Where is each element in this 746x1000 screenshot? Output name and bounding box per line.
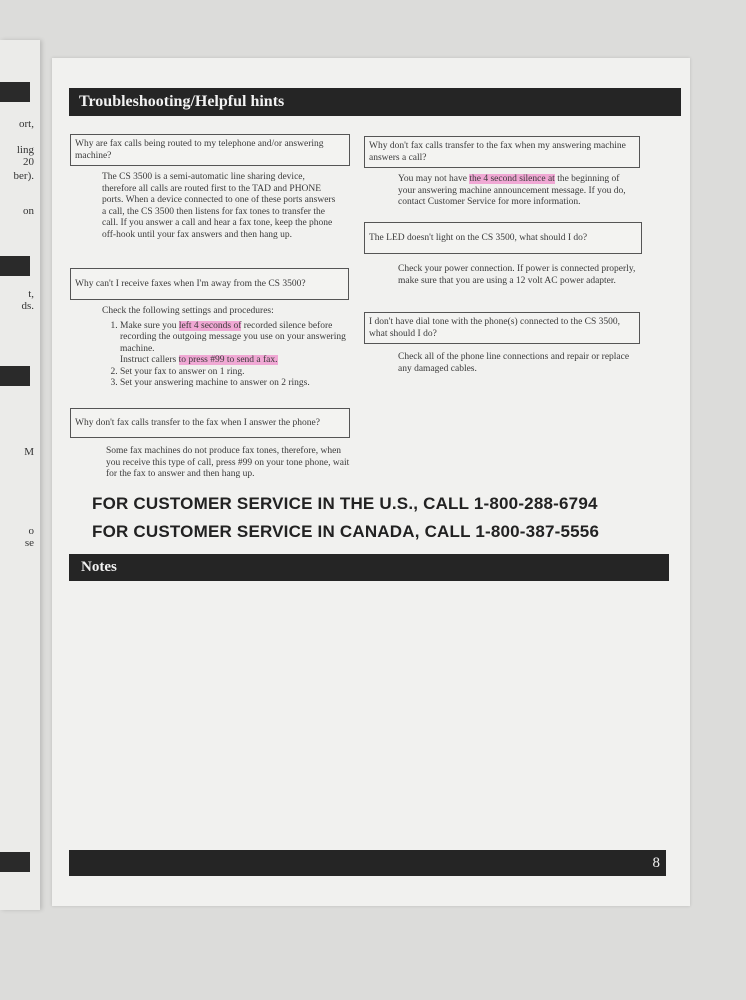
faq-question: I don't have dial tone with the phone(s) connected to the CS 3500, what should I do? — [364, 312, 640, 344]
customer-service-us: FOR CUSTOMER SERVICE IN THE U.S., CALL 1-800-288-6794 — [92, 494, 598, 513]
faq-question: Why don't fax calls transfer to the fax when I answer the phone? — [70, 408, 350, 438]
customer-service-canada: FOR CUSTOMER SERVICE IN CANADA, CALL 1-800-387-5556 — [92, 522, 600, 541]
faq-question: The LED doesn't light on the CS 3500, what should I do? — [364, 222, 642, 254]
faq-answer: Check all of the phone line connections and repair or replace any damaged cables. — [398, 352, 630, 374]
section-bar — [0, 82, 30, 102]
adjacent-page — [0, 40, 40, 910]
text-fragment: 20 — [23, 156, 34, 168]
manual-page — [52, 58, 690, 906]
notes-header: Notes — [69, 554, 669, 581]
faq-answer: The CS 3500 is a semi-automatic line sharing device, therefore all calls are routed first to the TAD and PHONE ports. When a device connected to one of these ports answers a call, the CS 3500 then listens for fax tones to transfer the call. If you answer a call and hear a fax tone, keep the phone off-hook until your fax answers and then hang up. — [102, 172, 336, 240]
text-fragment: on — [23, 205, 34, 217]
step: 1. Make sure you left 4 seconds of recorded silence before recording the outgoing message you use on your answering machine. Instruct callers to press #99 to send a fax. — [120, 321, 352, 367]
section-bar — [0, 366, 30, 386]
page-number: 8 — [652, 855, 660, 871]
answer-intro: Check the following settings and procedures: — [102, 306, 274, 316]
text-fragment: o — [28, 525, 34, 537]
faq-answer: Some fax machines do not produce fax tones, therefore, when you receive this type of call, press #99 on your tone phone, wait for the fax to answer and then hang up. — [106, 446, 350, 479]
faq-question: Why can't I receive faxes when I'm away from the CS 3500? — [70, 268, 349, 300]
faq-answer: You may not have the 4 second silence at the beginning of your answering machine announcement message. If you do, contact Customer Service for more information. — [398, 174, 626, 207]
page-footer-bar — [69, 850, 666, 876]
text-fragment: se — [24, 537, 34, 549]
text-fragment: ling — [16, 144, 34, 156]
text-fragment: t, — [28, 288, 34, 300]
faq-question: Why are fax calls being routed to my telephone and/or answering machine? — [70, 134, 350, 166]
step: 3. Set your answering machine to answer on 2 rings. — [120, 378, 352, 390]
section-bar — [0, 852, 30, 872]
page-title: Troubleshooting/Helpful hints — [69, 88, 681, 116]
steps-list — [102, 321, 352, 390]
text-fragment: ort, — [19, 118, 34, 130]
faq-answer: Check your power connection. If power is connected properly, make sure that you are using a 12 volt AC power adapter. — [398, 264, 636, 286]
faq-question: Why don't fax calls transfer to the fax when my answering machine answers a call? — [364, 136, 640, 168]
text-fragment: M — [24, 446, 34, 458]
text-fragment: ds. — [21, 300, 34, 312]
step: 2. Set your fax to answer on 1 ring. — [120, 367, 352, 379]
section-bar — [0, 256, 30, 276]
faq-answer — [102, 306, 352, 390]
text-fragment: ber). — [13, 170, 34, 182]
